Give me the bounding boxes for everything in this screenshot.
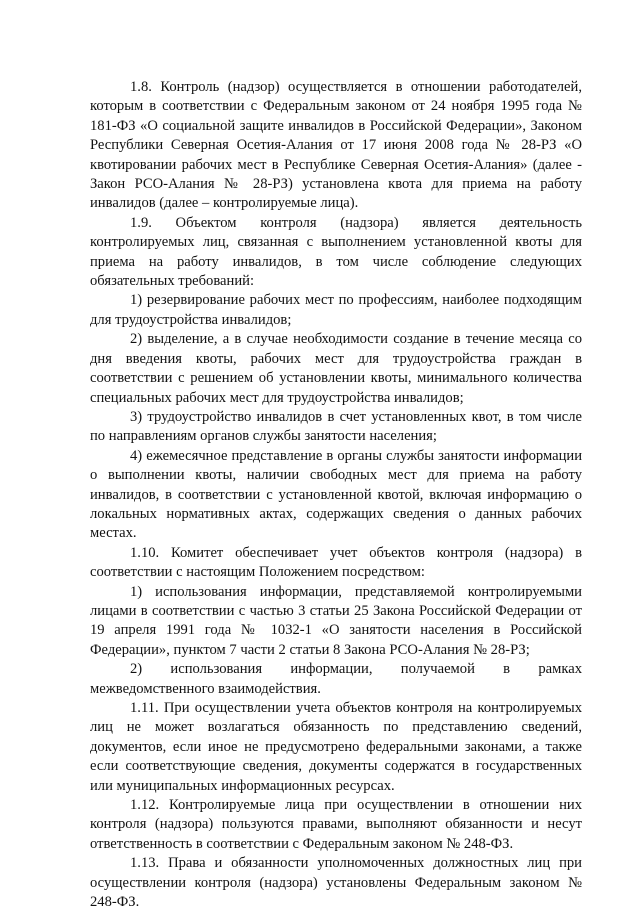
paragraph-1-11: 1.11. При осуществлении учета объектов контроля на контролируемых лиц не может возлагаться обязанность по представлению сведений, документов, если иное не предусмотрено федеральными законами, а также если соответствующие сведения, документы содержатся в государственных или муниципальных информационных ресурсах. [90, 700, 582, 794]
paragraph-1-12: 1.12. Контролируемые лица при осуществлении в отношении них контроля (надзора) пользуются правами, выполняют обязанности и несут ответственность в соответствии с Федеральным законом № 248-ФЗ. [90, 797, 582, 852]
list-item-1-9-2: 2) выделение, а в случае необходимости создание в течение месяца со дня введения квоты, рабочих мест для трудоустройства граждан в соответствии с решением об установлении квоты, минимального количества специальных рабочих мест для трудоустройства инвалидов; [90, 331, 582, 406]
list-item-1-9-4: 4) ежемесячное представление в органы службы занятости информации о выполнении квоты, наличии свободных мест для приема на работу инвалидов, в соответствии с установленной квотой, включая информацию о локальных нормативных актах, содержащих сведения о данных рабочих местах. [90, 447, 582, 542]
list-item-1-10-1: 1) использования информации, представляемой контролируемыми лицами в соответствии с частью 3 статьи 25 Закона Российской Федерации от 19 апреля 1991 года № 1032-1 «О занятости населения в Российской Федерации», пунктом 7 части 2 статьи 8 Закона РСО-Алания № 28-РЗ; [90, 583, 582, 658]
paragraph-1-10: 1.10. Комитет обеспечивает учет объектов контроля (надзора) в соответствии с настоящим Положением посредством: [90, 544, 582, 581]
list-item-1-9-1: 1) резервирование рабочих мест по профессиям, наиболее подходящим для трудоустройства инвалидов; [90, 292, 582, 328]
paragraph-1-9: 1.9. Объектом контроля (надзора) является деятельность контролируемых лиц, связанная с выполнением установленной квоты для приема на работу инвалидов, в том числе соблюдение следующих обязательных требований: [90, 214, 582, 290]
paragraph-1-8: 1.8. Контроль (надзор) осуществляется в отношении работодателей, которым в соответствии с Федеральным законом от 24 ноября 1995 года № 181-ФЗ «О социальной защите инвалидов в Российской Федерации», Законом Республики Северная Осетия-Алания от 17 июня 2008 года № 28-РЗ «О квотировании рабочих мест в Республике Северная Осетия-Алания» (далее - Закон РСО-Алания № 28-РЗ) установлена квота для приема на работу инвалидов (далее – контролируемые лица). [90, 79, 582, 212]
paragraph-1-13: 1.13. Права и обязанности уполномоченных должностных лиц при осуществлении контроля (надзора) установлены Федеральным законом № 248-ФЗ. [90, 855, 582, 911]
list-item-1-10-2: 2) использования информации, получаемой в рамках межведомственного взаимодействия. [90, 661, 582, 697]
list-item-1-9-3: 3) трудоустройство инвалидов в счет установленных квот, в том числе по направлениям органов службы занятости населения; [90, 408, 582, 445]
